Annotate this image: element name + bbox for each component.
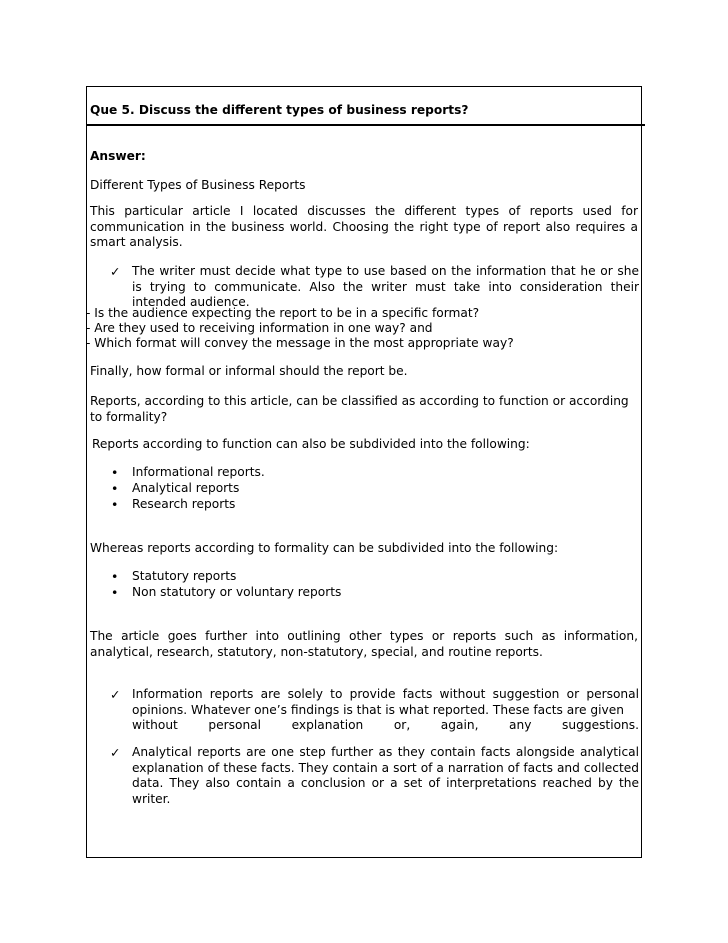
dash-item-receiving: - Are they used to receiving information in one way? and — [86, 321, 433, 335]
check-item-writer: The writer must decide what type to use based on the information that he or she is trying to communicate. Also the writer must take into consideration their intended audience. — [132, 264, 639, 309]
bullet-icon: • — [111, 585, 119, 600]
further-paragraph: The article goes further into outlining other types or reports such as information, analytical, research, statutory, non-statutory, special, and routine reports. — [90, 629, 638, 659]
answer-label: Answer: — [90, 149, 146, 163]
bullet-icon: • — [111, 481, 119, 496]
function-intro: Reports according to function can also be subdivided into the following: — [92, 437, 530, 451]
check-item-information: Information reports are solely to provide facts without suggestion or personal opinions. Whatever one’s findings is that is what reported. These facts are given — [132, 687, 639, 717]
function-item: Informational reports. — [132, 465, 265, 479]
function-item: Research reports — [132, 497, 236, 511]
check-icon: ✓ — [110, 687, 121, 702]
formality-question: Finally, how formal or informal should the report be. — [90, 364, 408, 378]
classification-paragraph: Reports, according to this article, can be classified as according to function or according to formality? — [90, 394, 629, 424]
dash-item-convey: - Which format will convey the message in the most appropriate way? — [86, 336, 514, 350]
formality-item: Non statutory or voluntary reports — [132, 585, 342, 599]
function-item: Analytical reports — [132, 481, 240, 495]
intro-paragraph: This particular article I located discusses the different types of reports used for communication in the business world. Choosing the right type of report also requires a smart analysis. — [90, 204, 638, 249]
dash-item-format: - Is the audience expecting the report to be in a specific format? — [86, 306, 480, 320]
bullet-icon: • — [111, 465, 119, 480]
bullet-icon: • — [111, 569, 119, 584]
formality-item: Statutory reports — [132, 569, 237, 583]
formality-intro: Whereas reports according to formality can be subdivided into the following: — [90, 541, 559, 555]
check-item-analytical: Analytical reports are one step further as they contain facts alongside analytical explanation of these facts. They contain a sort of a narration of facts and collected data. They also contain a conclusion or a set of interpretations reached by the writer. — [132, 745, 639, 806]
check-item-information-end: without personal explanation or, again, any suggestions. — [132, 718, 639, 732]
question-underline — [86, 124, 645, 126]
bullet-icon: • — [111, 497, 119, 512]
check-icon: ✓ — [110, 745, 121, 760]
subtitle: Different Types of Business Reports — [90, 178, 306, 192]
check-icon: ✓ — [110, 264, 121, 279]
question-heading: Que 5. Discuss the different types of business reports? — [90, 103, 469, 117]
